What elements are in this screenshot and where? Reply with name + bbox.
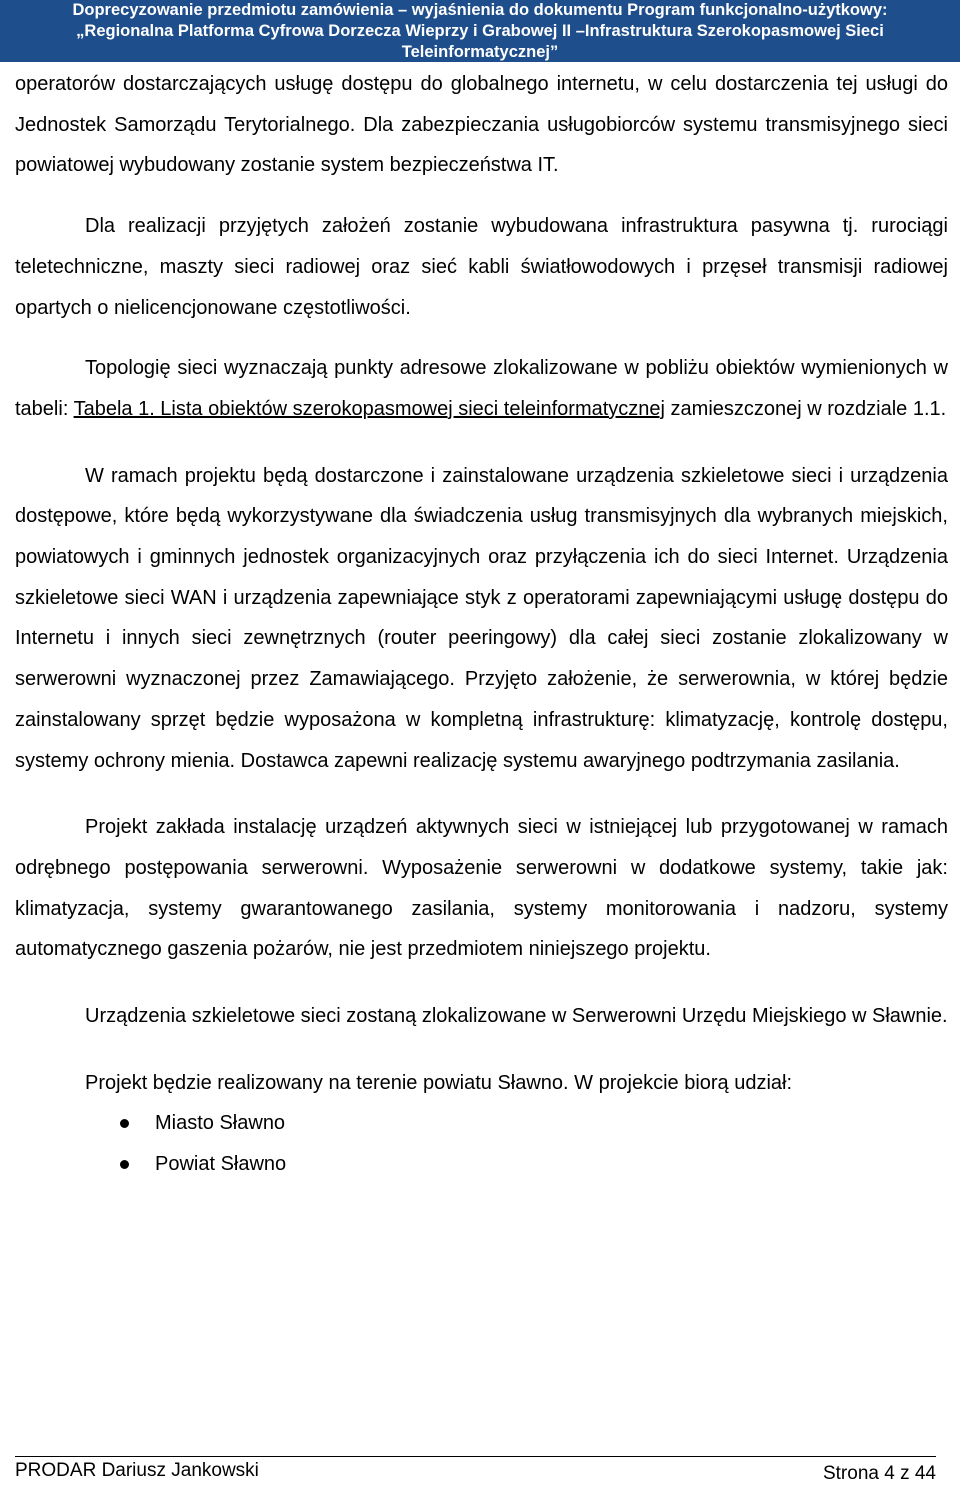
footer-author: PRODAR Dariusz Jankowski [15,1460,259,1481]
header-line-2: „Regionalna Platforma Cyfrowa Dorzecza Wieprzy i Grabowej II –Infrastruktura Szerokopasmowej Sieci [76,22,884,40]
header-line-3: Teleinformatycznej” [401,43,559,61]
paragraph-3-text: Topologię sieci wyznaczają punkty adresowe zlokalizowane w pobliżu obiektów wymienionych w tabeli: [15,357,948,420]
table-reference-link[interactable]: Tabela 1. Lista obiektów szerokopasmowej sieci teleinformatycznej [73,397,665,420]
list-item-label: Miasto Sławno [155,1112,286,1135]
paragraph-6: Urządzenia szkieletowe sieci zostaną zlokalizowane w Serwerowni Urzędu Miejskiego w Sławnie. [85,1005,948,1028]
document-footer [15,1456,936,1484]
paragraph-3 [15,348,948,429]
paragraph-2: Dla realizacji przyjętych założeń zostanie wybudowana infrastruktura pasywna tj. rurociągi teletechniczne, maszty sieci radiowej oraz sieć kabli światłowodowych i przęseł transmisji radiowej opartych o nielicencjonowane częstotliwości. [15,215,948,319]
paragraph-3-tail: zamieszczonej w rozdziale 1.1. [664,397,947,420]
header-line-1: Doprecyzowanie przedmiotu zamówienia – wyjaśnienia do dokumentu Program funkcjonalno-użytkowy: [72,1,888,19]
paragraph-1: operatorów dostarczających usługę dostępu do globalnego internetu, w celu dostarczenia tej usługi do Jednostek Samorządu Terytorialnego. Dla zabezpieczania usługobiorców systemu transmisyjnego sieci powiatowej wybudowany zostanie system bezpieczeństwa IT. [15,73,948,177]
participants-list [15,1103,948,1185]
list-item-label: Powiat Sławno [155,1153,287,1176]
list-item [15,1144,948,1185]
paragraph-4: W ramach projektu będą dostarczone i zainstalowane urządzenia szkieletowe sieci i urządzenia dostępowe, które będą wykorzystywane dla świadczenia usług transmisyjnych dla wybranych miejskich, powiatowych i gminnych jednostek organizacyjnych oraz przyłączenia ich do sieci Internet. Urządzenia szkieletowe sieci WAN i urządzenia zapewniające styk z operatorami zapewniającymi usługę dostępu do Internetu i innych sieci zewnętrznych (router peeringowy) dla całej sieci zostanie zlokalizowany w serwerowni wyznaczonej przez Zamawiającego. Przyjęto założenie, że serwerownia, w której będzie zainstalowany sprzęt będzie wyposażona w kompletną infrastrukturę: klimatyzację, kontrolę dostępu, systemy ochrony mienia. Dostawca zapewni realizację systemu awaryjnego podtrzymania zasilania. [15,464,948,772]
document-header [0,0,960,62]
paragraph-5: Projekt zakłada instalację urządzeń aktywnych sieci w istniejącej lub przygotowanej w ramach odrębnego postępowania serwerowni. Wyposażenie serwerowni w dodatkowe systemy, takie jak: klimatyzacja, systemy gwarantowanego zasilania, systemy monitorowania i nadzoru, systemy automatycznego gaszenia pożarów, nie jest przedmiotem niniejszego projektu. [15,816,948,961]
list-item [15,1103,948,1144]
paragraph-7: Projekt będzie realizowany na terenie powiatu Sławno. W projekcie biorą udział: [85,1071,793,1094]
bullet-icon [120,1119,129,1128]
document-body [15,64,948,1185]
page-number: Strona 4 z 44 [822,1463,936,1484]
bullet-icon [120,1160,129,1169]
